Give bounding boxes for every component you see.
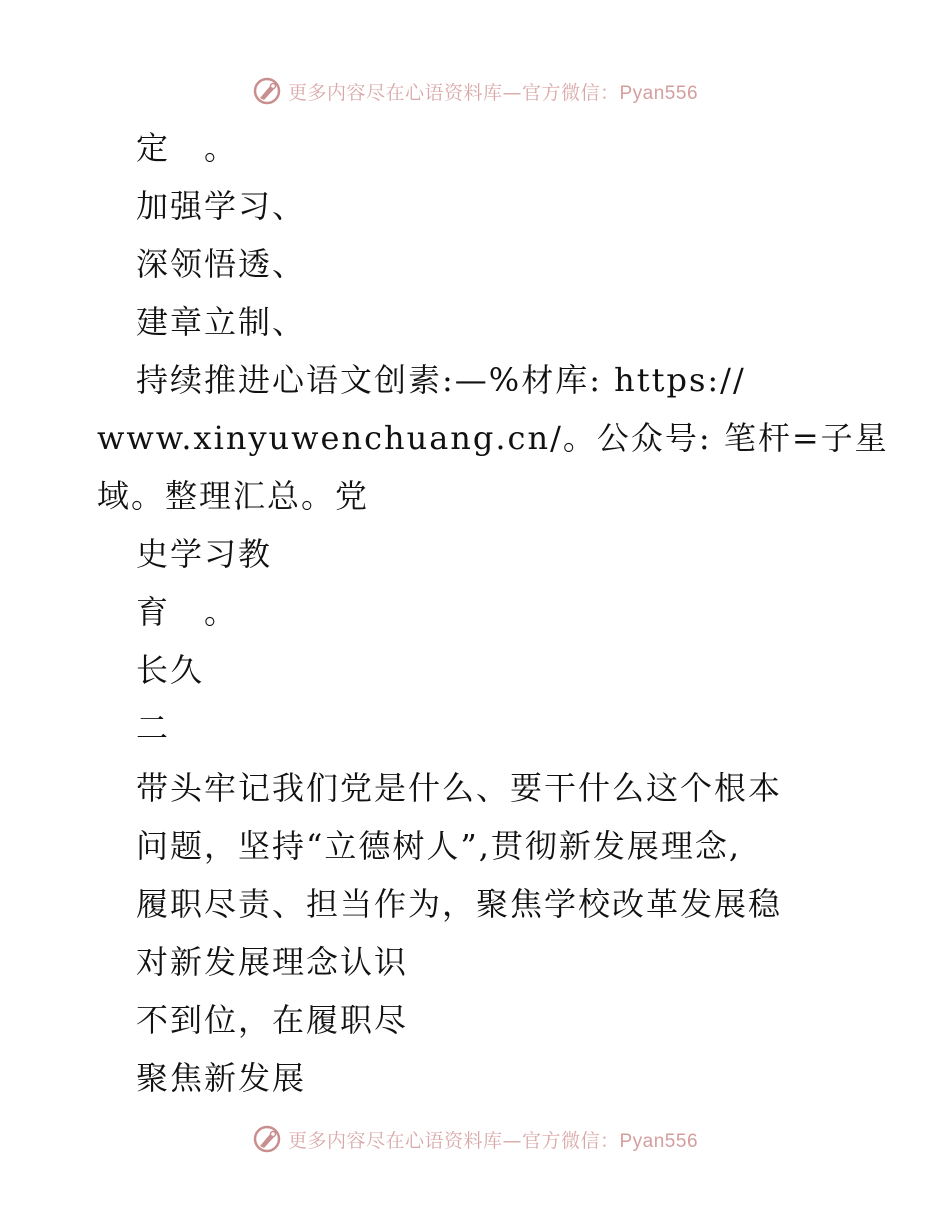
body-line: 域。整理汇总。党 [97,477,370,515]
body-line: 带头牢记我们党是什么、要干什么这个根本 [136,769,783,807]
body-line: www.xinyuwenchuang.cn/。公众号: 笔杆=子星 [97,419,889,457]
body-line: 二 [136,709,171,747]
body-line: 育 。 [136,593,239,631]
body-line: 史学习教 [136,535,273,573]
header-watermark [0,71,950,111]
watermark-text: 更多内容尽在心语资料库—官方微信：Pyan556 [287,81,699,104]
pen-nib-logo-icon [252,1124,282,1154]
watermark-text: 更多内容尽在心语资料库—官方微信：Pyan556 [287,1129,699,1152]
body-line: 深领悟透、 [136,245,307,283]
body-line: 建章立制、 [136,303,307,341]
body-line: 不到位，在履职尽 [136,1001,409,1039]
body-line: 对新发展理念认识 [136,943,409,981]
body-line: 定 。 [136,129,239,167]
body-line: 聚焦新发展 [136,1059,307,1097]
pen-nib-logo-icon [252,76,282,106]
body-line: 持续推进心语文创素:—%材库: https:// [136,361,746,399]
footer-watermark [0,1119,950,1159]
body-line: 长久 [136,651,205,689]
body-line: 履职尽责、担当作为，聚焦学校改革发展稳 [136,885,783,923]
body-line: 问题，坚持“立德树人”,贯彻新发展理念, [136,827,742,865]
body-line: 加强学习、 [136,187,307,225]
